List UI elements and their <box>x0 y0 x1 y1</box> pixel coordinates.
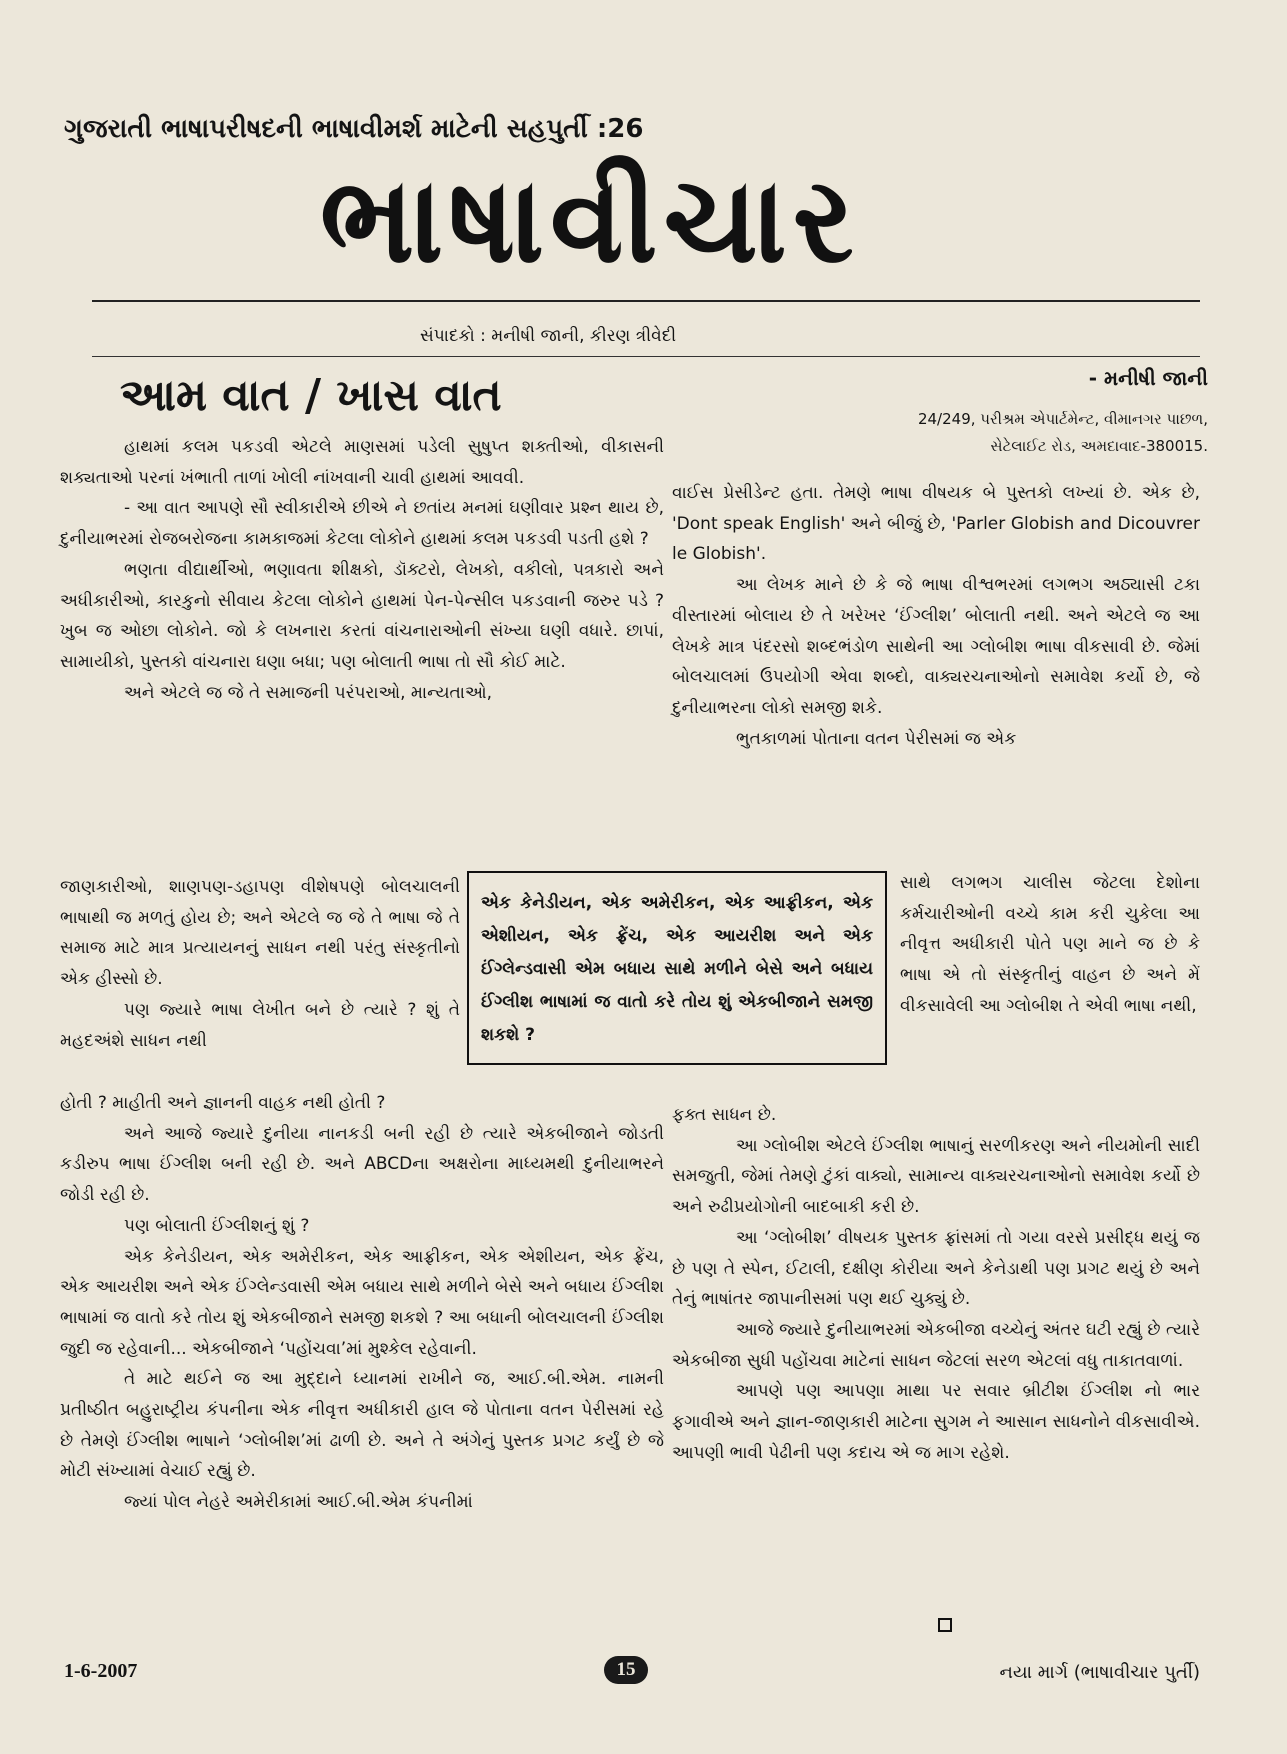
end-of-article-icon <box>938 1618 952 1632</box>
address-line: સેટેલાઈટ રોડ, અમદાવાદ-380015. <box>990 437 1208 455</box>
paragraph: ફક્ત સાધન છે. <box>672 1105 777 1125</box>
article-title: આમ વાત / ખાસ વાત <box>120 370 502 421</box>
page-number-badge: 15 <box>604 1656 648 1684</box>
paragraph: ભણતા વીદ્યાર્થીઓ, ભણાવતા શીક્ષકો, ડૉક્ટરો, લેખકો, વકીલો, પત્રકારો અને અધીકારીઓ, કારકુનો સીવાય કેટલા લોકોને હાથમાં પેન-પેન્સીલ પકડવાની જરુર પડે ? ખુબ જ ઓછા લોકોને. જો કે લખનારા કરતાં વાંચનારાઓની સંખ્યા ઘણી વધારે. છાપાં, સામાયીકો, પુસ્તકો વાંચનારા ઘણા બધા; પણ બોલાતી ભાષા તો સૌ કોઈ માટે. <box>60 559 664 672</box>
paragraph: આજે જ્યારે દુનીયાભરમાં એકબીજા વચ્ચેનું અંતર ઘટી રહ્યું છે ત્યારે એકબીજા સુધી પહોંચવા માટેનાં સાધન જેટલાં સરળ એટલાં વધુ તાકાતવાળાં. <box>672 1319 1200 1371</box>
paragraph: વાઈસ પ્રેસીડેન્ટ હતા. તેમણે ભાષા વીષયક બે પુસ્તકો લખ્યાં છે. એક છે, 'Dont speak English' અને બીજું છે, 'Parler Globish and Dicouvrer le Globish'. <box>672 483 1200 565</box>
editors-credit: સંપાદકો : મનીષી જાની, કીરણ ત્રીવેદી <box>420 326 677 346</box>
left-column-top <box>60 432 664 708</box>
paragraph: તે માટે થઈને જ આ મુદ્દાને ધ્યાનમાં રાખીને જ, આઈ.બી.એમ. નામની પ્રતીષ્ઠીત બહુરાષ્ટ્રીય કંપનીના એક નીવૃત્ત અધીકારી હાલ જે પોતાના વતન પેરીસમાં રહે છે તેમણે ઈંગ્લીશ ભાષાને ‘ગ્લોબીશ’માં ઢાળી છે. અને તે અંગેનું પુસ્તક પ્રગટ કર્યું છે જે મોટી સંખ્યામાં વેચાઈ રહ્યું છે. <box>60 1369 664 1482</box>
paragraph: આપણે પણ આપણા માથા પર સવાર બ્રીટીશ ઈંગ્લીશ નો ભાર ફગાવીએ અને જ્ઞાન-જાણકારી માટેના સુગમ ને આસાન સાધનોને વીકસાવીએ. આપણી ભાવી પેઢીની પણ કદાચ એ જ માગ રહેશે. <box>672 1381 1200 1463</box>
author-name: - મનીષી જાની <box>1088 366 1208 390</box>
right-column-top <box>672 478 1200 754</box>
masthead-title: ભાષાવીચાર <box>320 151 860 289</box>
left-column-wrap <box>60 872 460 1056</box>
paragraph: એક કેનેડીયન, એક અમેરીકન, એક આફ્રીકન, એક એશીયન, એક ફ્રેંચ, એક આયરીશ અને એક ઈંગ્લેન્ડવાસી એમ બધાય સાથે મળીને બેસે અને બધાય ઈંગ્લીશ ભાષામાં જ વાતો કરે તોય શું એકબીજાને સમજી શકશે ? આ બધાની બોલચાલની ઈંગ્લીશ જુદી જ રહેવાની... એકબીજાને ‘પહોંચવા’માં મુશ્કેલ રહેવાની. <box>60 1246 664 1359</box>
paragraph: અને આજે જ્યારે દુનીયા નાનકડી બની રહી છે ત્યારે એકબીજાને જોડતી કડીરુપ ભાષા ઈંગ્લીશ બની રહી છે. અને ABCDના અક્ષરોના માધ્યમથી દુનીયાભરને જોડી રહી છે. <box>60 1123 664 1206</box>
right-column-bottom <box>672 1100 1200 1468</box>
footer-date: 1-6-2007 <box>64 1660 138 1682</box>
paragraph: આ ‘ગ્લોબીશ’ વીષયક પુસ્તક ફ્રાંસમાં તો ગયા વરસે પ્રસીદ્ધ થયું જ છે પણ તે સ્પેન, ઈટાલી, દક્ષીણ કોરીયા અને કેનેડાથી પણ પ્રગટ થયું છે અને તેનું ભાષાંતર જાપાનીસમાં પણ થઈ ચુક્યું છે. <box>672 1227 1200 1310</box>
address-line: 24/249, પરીશ્રમ એપાર્ટમેન્ટ, વીમાનગર પાછળ, <box>917 410 1208 428</box>
right-column-wrap <box>900 868 1200 1022</box>
paragraph: હોતી ? માહીતી અને જ્ઞાનની વાહક નથી હોતી ? <box>60 1093 386 1113</box>
paragraph: સાથે લગભગ ચાલીસ જેટલા દેશોના કર્મચારીઓની વચ્ચે કામ કરી ચુકેલા આ નીવૃત્ત અધીકારી પોતે પણ માને જ છે કે ભાષા એ તો સંસ્કૃતીનું વાહન છે અને મેં વીકસાવેલી આ ગ્લોબીશ તે એવી ભાષા નથી, <box>900 873 1200 1016</box>
paragraph: હાથમાં કલમ પકડવી એટલે માણસમાં પડેલી સુષુપ્ત શક્તીઓ, વીકાસની શક્યતાઓ પરનાં ખંભાતી તાળાં ખોલી નાંખવાની ચાવી હાથમાં આવવી. <box>60 437 664 488</box>
paragraph: ભુતકાળમાં પોતાના વતન પેરીસમાં જ એક <box>736 728 1017 749</box>
footer-publication: નયા માર્ગ (ભાષાવીચાર પુર્તી) <box>999 1662 1200 1683</box>
paragraph: આ ગ્લોબીશ એટલે ઈંગ્લીશ ભાષાનું સરળીકરણ અને નીયમોની સાદી સમજુતી, જેમાં તેમણે ટુંકાં વાક્યો, સામાન્ય વાક્યરચનાઓનો સમાવેશ કર્યો છે અને રુઢીપ્રયોગોની બાદબાકી કરી છે. <box>672 1135 1200 1218</box>
paragraph: પણ બોલાતી ઈંગ્લીશનું શું ? <box>124 1215 310 1236</box>
pull-quote-box: એક કેનેડીયન, એક અમેરીકન, એક આફ્રીકન, એક એશીયન, એક ફ્રેંચ, એક આયરીશ અને એક ઈંગ્લેન્ડવાસી એમ બધાય સાથે મળીને બેસે અને બધાય ઈંગ્લીશ ભાષામાં જ વાતો કરે તોય શું એકબીજાને સમજી શકશે ? <box>467 871 887 1065</box>
header-divider <box>92 300 1200 302</box>
paragraph: - આ વાત આપણે સૌ સ્વીકારીએ છીએ ને છતાંય મનમાં ઘણીવાર પ્રશ્ન થાય છે, દુનીયાભરમાં રોજબરોજના કામકાજમાં કેટલા લોકોને હાથમાં કલમ પકડવી પડતી હશે ? <box>60 498 664 550</box>
supplement-line: ગુજરાતી ભાષાપરીષદની ભાષાવીમર્શ માટેની સહપુર્તી :26 <box>64 114 644 144</box>
paragraph: આ લેખક માને છે કે જે ભાષા વીશ્વભરમાં લગભગ અઠ્યાસી ટકા વીસ્તારમાં બોલાય છે તે ખરેખર ‘ઈંગ્લીશ’ બોલાતી નથી. અને એટલે જ આ લેખકે માત્ર પંદરસો શબ્દભંડોળ સાથેની આ ગ્લોબીશ ભાષા વીકસાવી છે. જેમાં બોલચાલમાં ઉપયોગી એવા શબ્દો, વાક્યરચનાઓનો સમાવેશ કર્યો છે, જે દુનીયાભરના લોકો સમજી શકે. <box>672 575 1200 718</box>
author-address <box>760 406 1208 460</box>
paragraph: જ્યાં પોલ નેહરે અમેરીકામાં આઈ.બી.એમ કંપનીમાં <box>124 1492 473 1513</box>
left-column-bottom <box>60 1088 664 1518</box>
paragraph: અને એટલે જ જે તે સમાજની પરંપરાઓ, માન્યતાઓ, <box>124 682 492 703</box>
editors-divider <box>92 356 1200 357</box>
paragraph: જાણકારીઓ, શાણપણ-ડહાપણ વીશેષપણે બોલચાલની ભાષાથી જ મળતું હોય છે; અને એટલે જ જે તે ભાષા જે તે સમાજ માટે માત્ર પ્રત્યાયનનું સાધન નથી પરંતુ સંસ્કૃતીનો એક હીસ્સો છે. <box>60 877 460 990</box>
paragraph: પણ જ્યારે ભાષા લેખીત બને છે ત્યારે ? શું તે મહદઅંશે સાધન નથી <box>60 999 460 1051</box>
